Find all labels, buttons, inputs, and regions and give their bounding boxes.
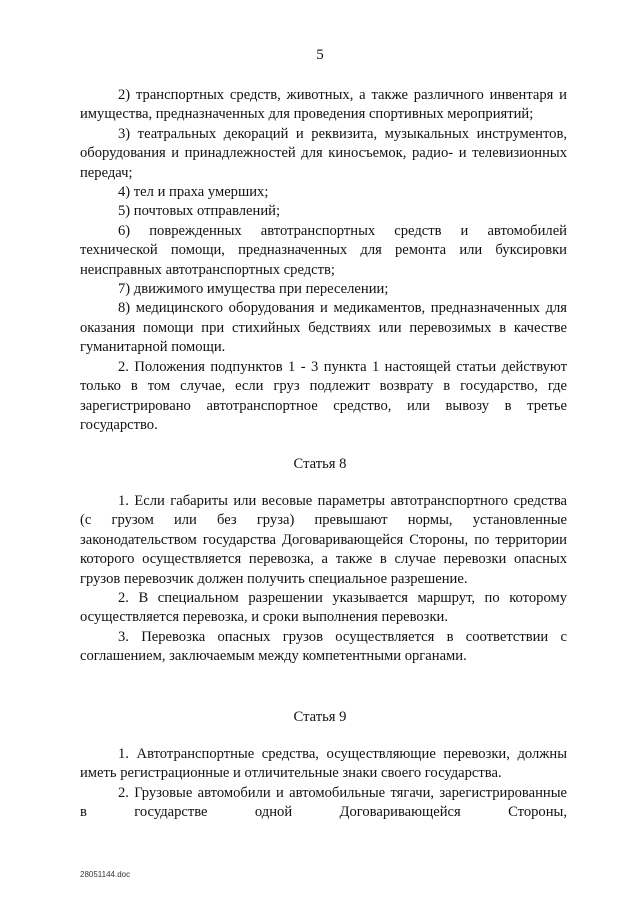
paragraph: 8) медицинского оборудования и медикаментов, предназначенных для оказания помощи при стихийных бедствиях или перевозимых в качестве гуманитарной помощи. — [80, 300, 567, 356]
paragraph: 4) тел и праха умерших; — [118, 184, 269, 201]
page-number: 5 — [316, 47, 324, 63]
paragraph: 3. Перевозка опасных грузов осуществляется в соответствии с соглашением, заключаемым между компетентными органами. — [80, 628, 567, 665]
article-8-body — [80, 492, 567, 667]
paragraph: 5) почтовых отправлений; — [118, 203, 281, 220]
paragraph: 2. В специальном разрешении указывается маршрут, по которому осуществляется перевозка, и сроки выполнения перевозки. — [80, 590, 567, 626]
paragraph: 6) поврежденных автотранспортных средств и автомобилей технической помощи, предназначенных для ремонта или буксировки неисправных автотранспортных средств; — [80, 222, 567, 278]
paragraph: 1. Автотранспортные средства, осуществляющие перевозки, должны иметь регистрационные и отличительные знаки своего государства. — [80, 746, 567, 782]
article-9-heading: Статья 9 — [293, 709, 347, 725]
paragraph: 2. Грузовые автомобили и автомобильные тягачи, зарегистрированные в государстве одной Договаривающейся Стороны, — [80, 784, 567, 821]
article-8-heading: Статья 8 — [293, 456, 347, 472]
paragraph: 2. Положения подпунктов 1 - 3 пункта 1 настоящей статьи действуют только в том случае, если груз подлежит возврату в государство, где зарегистрировано автотранспортное средство, или вывозу в третье государство. — [80, 358, 567, 433]
article-9-body — [80, 745, 567, 823]
paragraph: 2) транспортных средств, животных, а также различного инвентаря и имущества, предназначенных для проведения спортивных мероприятий; — [80, 87, 567, 123]
paragraph: 7) движимого имущества при переселении; — [118, 281, 389, 298]
paragraph: 1. Если габариты или весовые параметры автотранспортного средства (с грузом или без груза) превышают нормы, установленные законодательством государства Договаривающейся Стороны, по территории которого осуществляется перевозка, а также в случае перевозки опасных грузов перевозчик должен получить специальное разрешение. — [80, 493, 567, 587]
paragraph: 3) театральных декораций и реквизита, музыкальных инструментов, оборудования и принадлежностей для киносъемок, радио- и телевизионных передач; — [80, 125, 567, 181]
list-continuation — [80, 86, 567, 435]
file-name-footer: 28051144.doc — [80, 870, 131, 879]
